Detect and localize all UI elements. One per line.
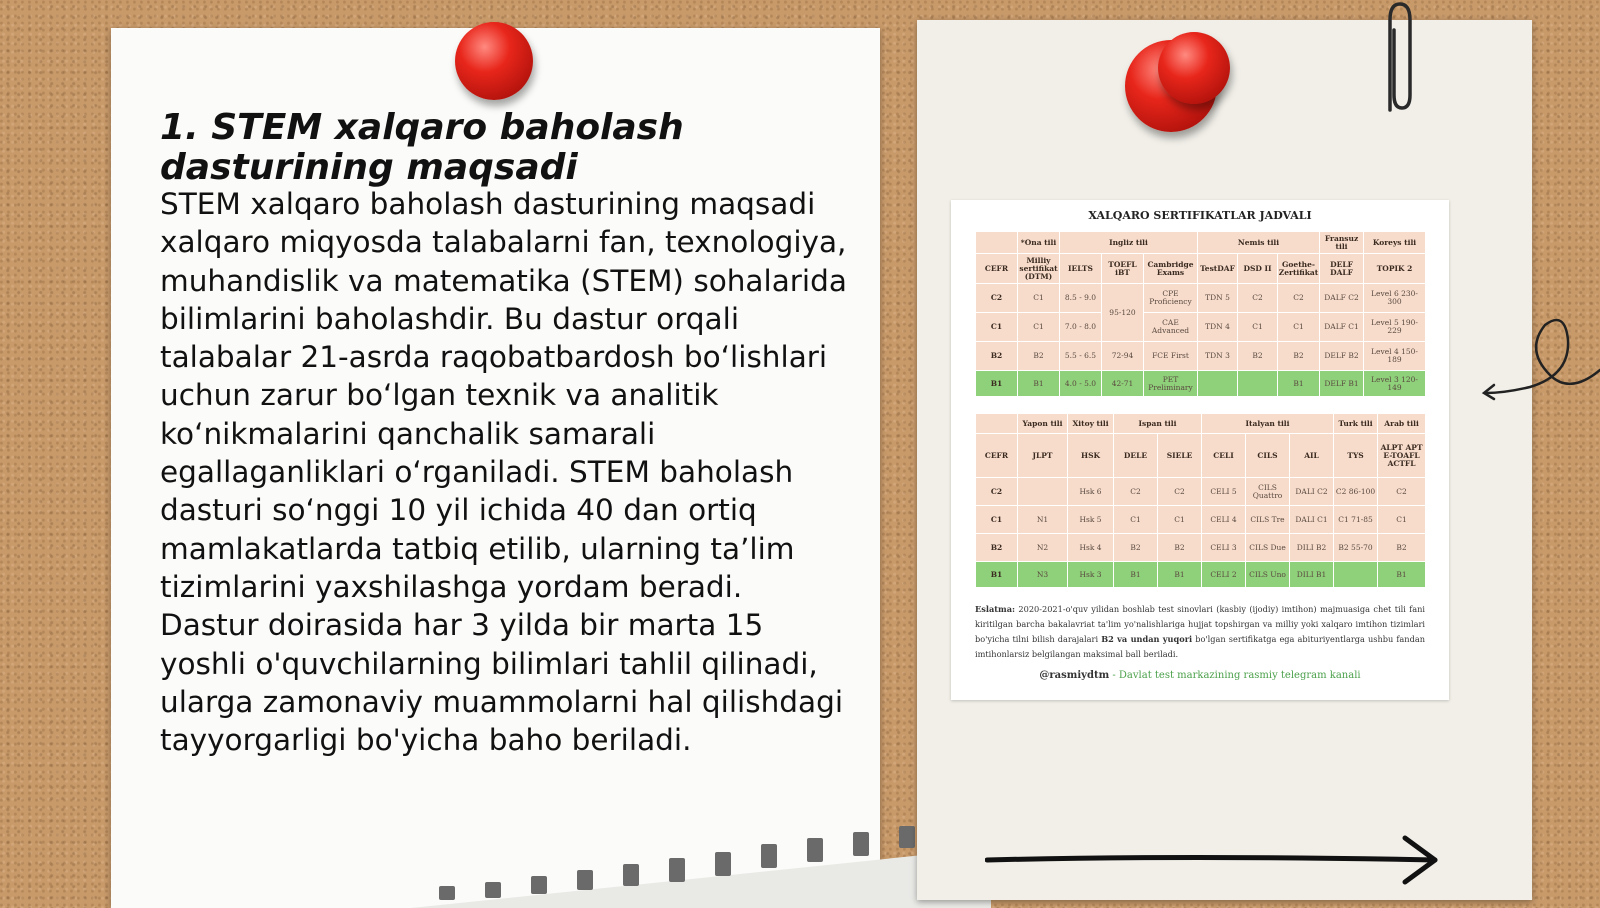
table1-cell: B1 <box>976 371 1018 397</box>
table2-cell: CILS Uno <box>1246 562 1290 588</box>
note-tail: bo'lgan sertifikatga ega abituriyentlarga ushbu fandan imtihonlarsiz belgilangan maksimal ball beriladi. <box>975 634 1425 659</box>
table1-row <box>976 313 1426 342</box>
table1-group: Ingliz tili <box>1060 232 1198 254</box>
table1-cell: DALF C2 <box>1320 284 1364 313</box>
table1-cell: 5.5 - 6.5 <box>1060 342 1102 371</box>
note-label: Eslatma: <box>975 604 1016 614</box>
table2-group-empty <box>976 414 1018 434</box>
table1-cell: PET Preliminary <box>1144 371 1198 397</box>
table1-col: TOPIK 2 <box>1364 254 1426 284</box>
table2-col: CILS <box>1246 434 1290 478</box>
table1-cell: B2 <box>976 342 1018 371</box>
table2-col: SIELE <box>1158 434 1202 478</box>
table1-row <box>976 342 1426 371</box>
table1-row-highlight <box>976 371 1426 397</box>
table1-cell: 7.0 - 8.0 <box>1060 313 1102 342</box>
table2-cell: B1 <box>1158 562 1202 588</box>
red-pushpin-left <box>455 22 533 100</box>
note-bold: B2 va undan yuqori <box>1101 634 1193 644</box>
table2-col: JLPT <box>1018 434 1068 478</box>
paper-clip-icon <box>1380 0 1416 120</box>
table2-col: CEFR <box>976 434 1018 478</box>
table2-cell: C2 <box>1158 478 1202 506</box>
table1-cell: C1 <box>1278 313 1320 342</box>
table2-cell: C1 71-85 <box>1334 506 1378 534</box>
table1-cell: 4.0 - 5.0 <box>1060 371 1102 397</box>
table2-cell: N2 <box>1018 534 1068 562</box>
table2-cell: CILS Quattro <box>1246 478 1290 506</box>
table1-cell: TDN 3 <box>1198 342 1238 371</box>
table1-cell: 8.5 - 9.0 <box>1060 284 1102 313</box>
certificate-table-image <box>951 200 1449 700</box>
table2-cell: CELI 3 <box>1202 534 1246 562</box>
certificate-note <box>975 602 1425 662</box>
table2-cell: Hsk 3 <box>1068 562 1114 588</box>
table2-col: HSK <box>1068 434 1114 478</box>
table1-group: Fransuz tili <box>1320 232 1364 254</box>
table2-group: Xitoy tili <box>1068 414 1114 434</box>
table2-col: ALPT APT E-TOAFL ACTFL <box>1378 434 1426 478</box>
table2-cell: CELI 4 <box>1202 506 1246 534</box>
table2-group: Turk tili <box>1334 414 1378 434</box>
table2-cell: B1 <box>1114 562 1158 588</box>
table1-col: TestDAF <box>1198 254 1238 284</box>
table1-cell: B2 <box>1018 342 1060 371</box>
table2-group: Yapon tili <box>1018 414 1068 434</box>
table2-row <box>976 534 1426 562</box>
table1-cell: C2 <box>976 284 1018 313</box>
table1-cell: FCE First <box>1144 342 1198 371</box>
table2-row <box>976 478 1426 506</box>
table2-cell <box>1334 562 1378 588</box>
table1-cell: C2 <box>1278 284 1320 313</box>
table2-cell: Hsk 5 <box>1068 506 1114 534</box>
table1-row <box>976 284 1426 313</box>
table2-row-highlight <box>976 562 1426 588</box>
certificate-table-2 <box>975 413 1426 588</box>
table1-cell: DALF C1 <box>1320 313 1364 342</box>
table2-cell: DILI B2 <box>1290 534 1334 562</box>
table1-col: DSD II <box>1238 254 1278 284</box>
table1-cell: 72-94 <box>1102 342 1144 371</box>
table2-cell: C2 <box>976 478 1018 506</box>
table2-cell: CILS Tre <box>1246 506 1290 534</box>
table2-cell: N1 <box>1018 506 1068 534</box>
table2-cell: B1 <box>1378 562 1426 588</box>
red-pushpin-right-front <box>1158 32 1230 104</box>
telegram-handle: @rasmiydtm <box>1039 670 1110 681</box>
table1-cell: B1 <box>1018 371 1060 397</box>
table1-cell: C2 <box>1238 284 1278 313</box>
table1-col: CEFR <box>976 254 1018 284</box>
table1-cell: 95-120 <box>1102 284 1144 342</box>
table1-cell: DELF B1 <box>1320 371 1364 397</box>
table2-cell: CILS Due <box>1246 534 1290 562</box>
table1-col: Cambridge Exams <box>1144 254 1198 284</box>
table1-cell: C1 <box>1018 284 1060 313</box>
table2-cell <box>1018 478 1068 506</box>
table1-cell <box>1238 371 1278 397</box>
certificate-table-title: XALQARO SERTIFIKATLAR JADVALI <box>1088 209 1312 222</box>
table2-group: Arab tili <box>1378 414 1426 434</box>
table2-cell: B2 <box>1378 534 1426 562</box>
hand-drawn-loop-arrow-icon <box>1480 315 1600 405</box>
table2-cell: B2 <box>1114 534 1158 562</box>
table2-col: AIL <box>1290 434 1334 478</box>
table1-group: *Ona tili <box>1018 232 1060 254</box>
note-text: 2020-2021-o'quv yilidan boshlab test sinovlari (kasbiy (ijodiy) imtihon) majmuasiga chet tili fani kiritilgan barcha bakalavriat ta'lim yo'nalishlariga hujjat topshirgan va milliy yoki xalqaro imtihon tizimlari bo'yicha tilni bilish darajalari <box>975 604 1425 644</box>
torn-paper-edge <box>411 798 991 908</box>
table2-cell: C2 <box>1114 478 1158 506</box>
certificate-footer <box>951 670 1449 681</box>
table2-cell: C1 <box>976 506 1018 534</box>
table1-cell: Level 3 120-149 <box>1364 371 1426 397</box>
table2-cell: B1 <box>976 562 1018 588</box>
table1-cell: Level 4 150-189 <box>1364 342 1426 371</box>
table1-col: TOEFL iBT <box>1102 254 1144 284</box>
table2-row <box>976 506 1426 534</box>
table2-cell: DALI C2 <box>1290 478 1334 506</box>
table2-cell: B2 <box>1158 534 1202 562</box>
table2-cell: CELI 5 <box>1202 478 1246 506</box>
table2-cell: CELI 2 <box>1202 562 1246 588</box>
table1-cell: DELF B2 <box>1320 342 1364 371</box>
table1-col: IELTS <box>1060 254 1102 284</box>
table1-col: Goethe-Zertifikat <box>1278 254 1320 284</box>
table2-cell: C1 <box>1114 506 1158 534</box>
table2-cell: Hsk 4 <box>1068 534 1114 562</box>
table1-cell: CAE Advanced <box>1144 313 1198 342</box>
table2-cell: Hsk 6 <box>1068 478 1114 506</box>
table2-cell: DALI C1 <box>1290 506 1334 534</box>
table1-group-empty <box>976 232 1018 254</box>
section-title: 1. STEM xalqaro baholash dasturining maqsadi <box>160 107 684 188</box>
table1-cell: Level 5 190-229 <box>1364 313 1426 342</box>
table1-cell: 42-71 <box>1102 371 1144 397</box>
right-arrow-icon <box>985 835 1445 885</box>
table1-col: Milliy sertifikat (DTM) <box>1018 254 1060 284</box>
table1-cell: Level 6 230-300 <box>1364 284 1426 313</box>
table2-cell: DILI B1 <box>1290 562 1334 588</box>
table1-cell: C1 <box>1238 313 1278 342</box>
table2-cell: C1 <box>1158 506 1202 534</box>
table1-cell: CPE Proficiency <box>1144 284 1198 313</box>
table1-group: Nemis tili <box>1198 232 1320 254</box>
table2-cell: C1 <box>1378 506 1426 534</box>
table1-group: Koreys tili <box>1364 232 1426 254</box>
footer-caption: - Davlat test markazining rasmiy telegram kanali <box>1109 670 1361 681</box>
table2-cell: N3 <box>1018 562 1068 588</box>
section-body-text: STEM xalqaro baholash dasturining maqsadi xalqaro miqyosda talabalarni fan, texnologiya, muhandislik va matematika (STEM) sohalarida bilimlarini baholashdir. Bu dastur orqali talabalar 21-asrda raqobatbardosh bo‘lishlari uchun zarur bo‘lgan texnik va analitik ko‘nikmalarini qanchalik samarali egallaganliklari o‘rganiladi. STEM baholash dasturi so‘nggi 10 yil ichida 40 dan ortiq mamlakatlarda tatbiq etilib, ularning ta’lim tizimlarini yaxshilashga yordam beradi. Dastur doirasida har 3 yilda bir marta 15 yoshli o'quvchilarning bilimlari tahlil qilinadi, ularga zamonaviy muammolarni hal qilishdagi tayyorgarligi bo'yicha baho beriladi. <box>160 187 847 758</box>
table1-cell: TDN 4 <box>1198 313 1238 342</box>
table2-col: TYS <box>1334 434 1378 478</box>
table1-cell: B2 <box>1278 342 1320 371</box>
table1-cell: B2 <box>1238 342 1278 371</box>
table2-col: CELI <box>1202 434 1246 478</box>
table2-cell: C2 <box>1378 478 1426 506</box>
table1-cell: B1 <box>1278 371 1320 397</box>
table1-cell: C1 <box>976 313 1018 342</box>
table2-group: Italyan tili <box>1202 414 1334 434</box>
table1-cell: C1 <box>1018 313 1060 342</box>
table2-cell: C2 86-100 <box>1334 478 1378 506</box>
table2-cell: B2 <box>976 534 1018 562</box>
certificate-table-1 <box>975 231 1426 397</box>
table1-cell <box>1198 371 1238 397</box>
table2-col: DELE <box>1114 434 1158 478</box>
table2-cell: B2 55-70 <box>1334 534 1378 562</box>
table2-group: Ispan tili <box>1114 414 1202 434</box>
table1-cell: TDN 5 <box>1198 284 1238 313</box>
table1-col: DELF DALF <box>1320 254 1364 284</box>
